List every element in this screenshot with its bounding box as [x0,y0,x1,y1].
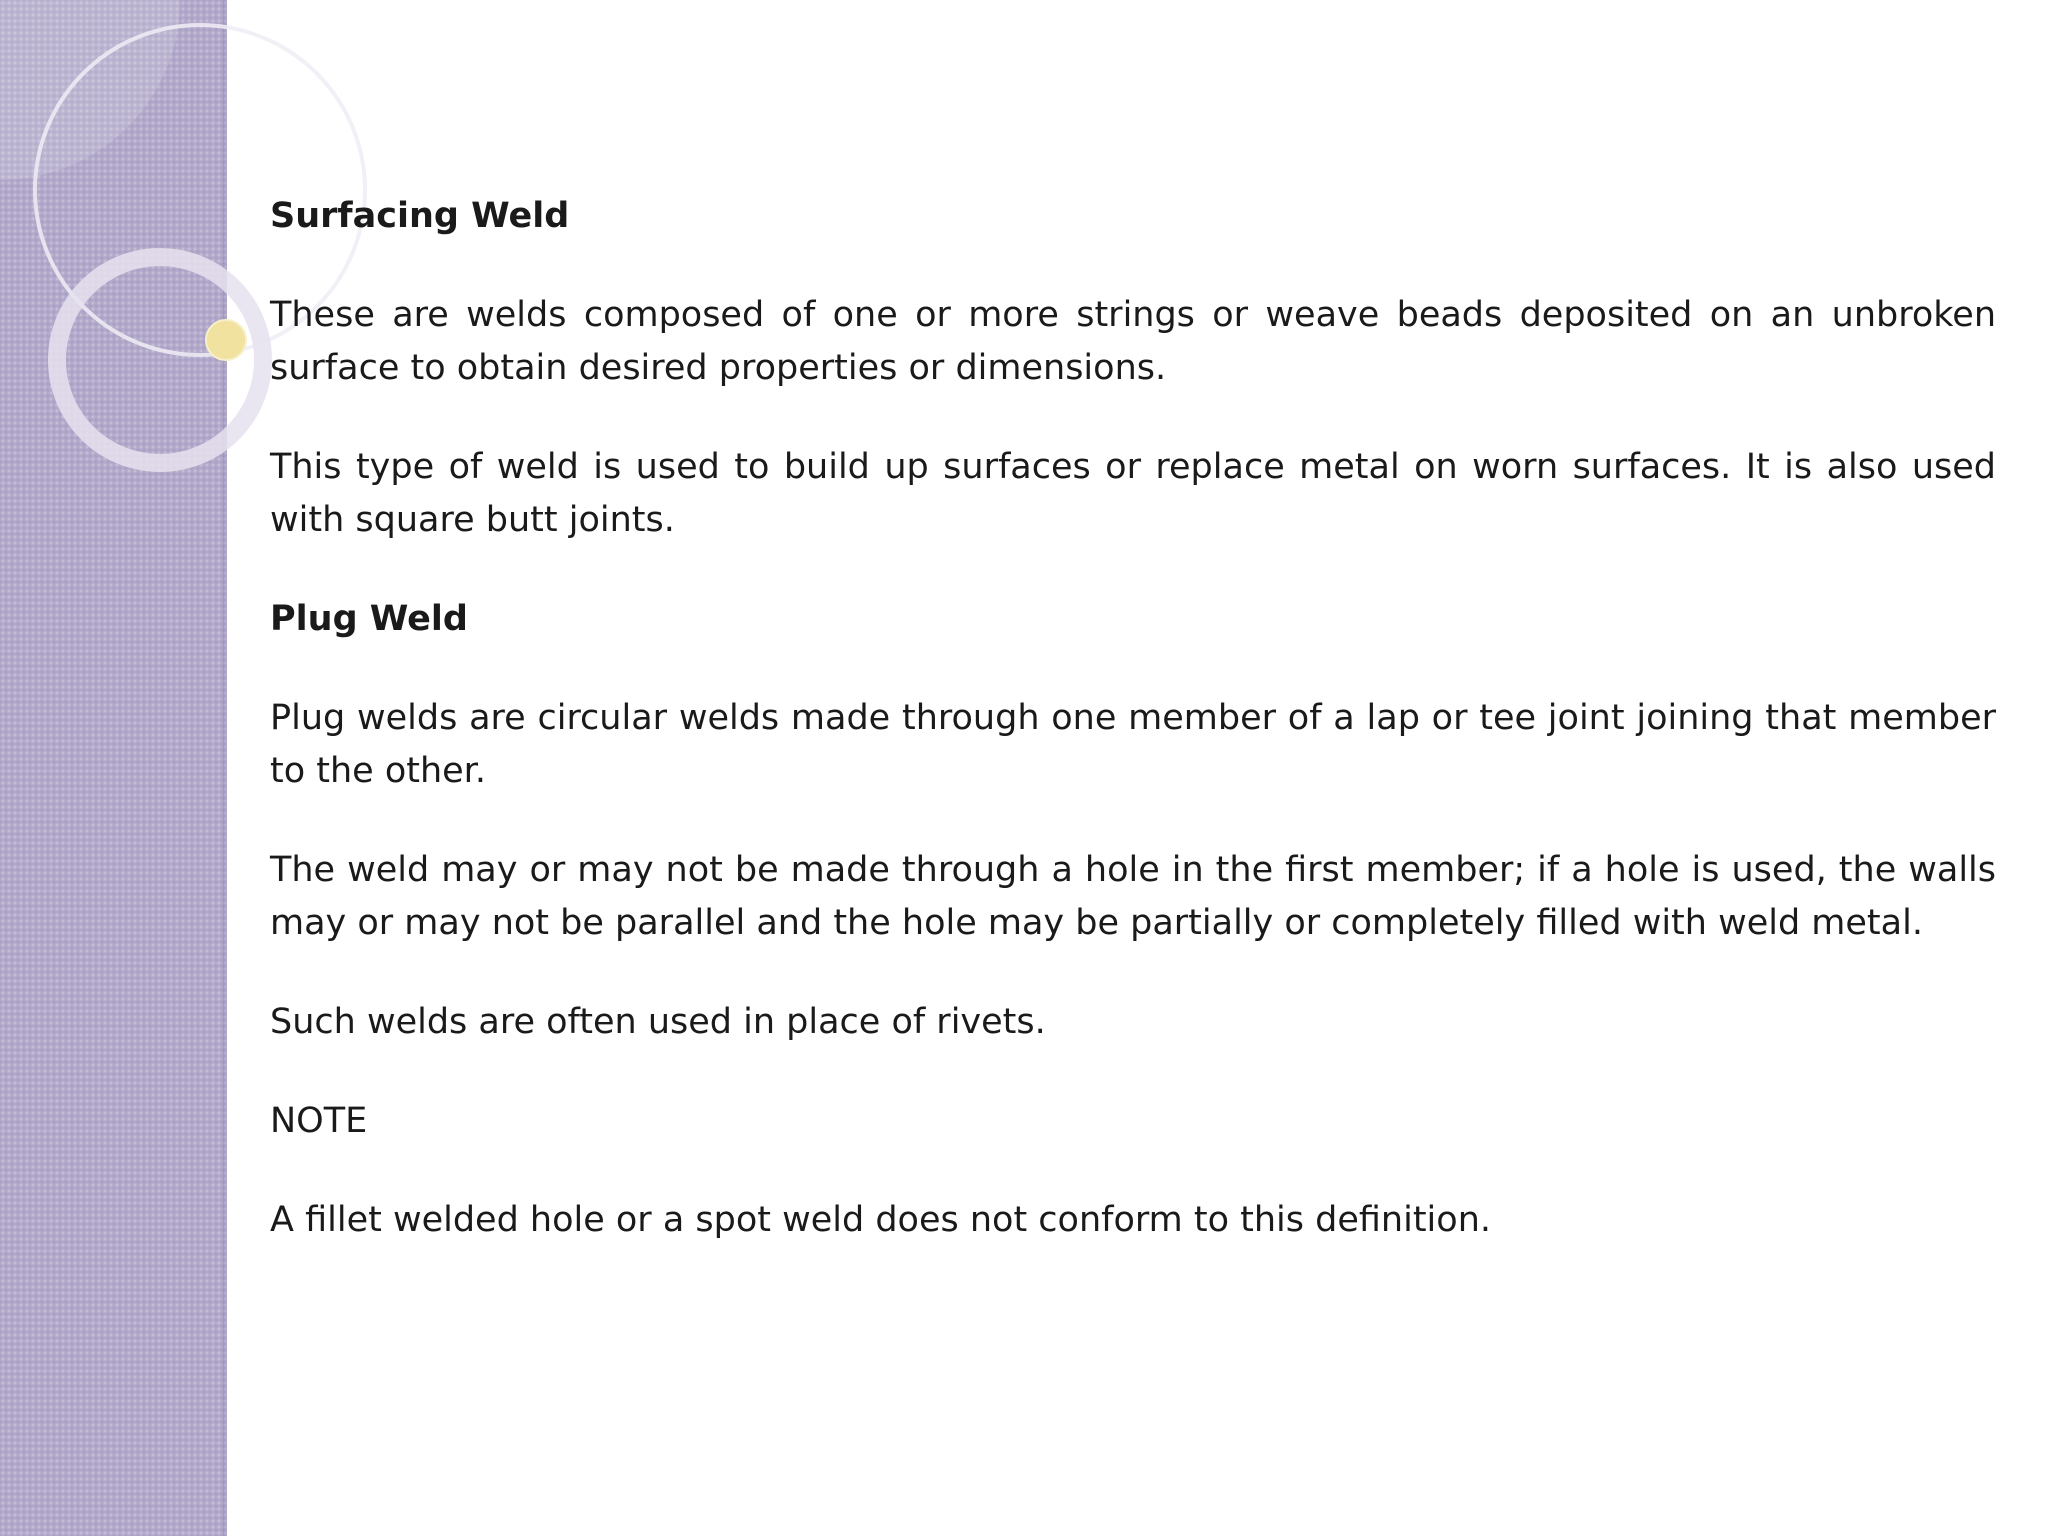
note-label: NOTE [270,1101,368,1141]
corner-arc-shape [0,0,180,180]
paragraph: Plug welds are circular welds made through one member of a lap or tee joint joining that member to the other. [270,698,1996,791]
paragraph: This type of weld is used to build up surfaces or replace metal on worn surfaces. It is also used with square butt joints. [270,447,1996,540]
paragraph: The weld may or may not be made through a hole in the first member; if a hole is used, the walls may or may not be parallel and the hole may be partially or completely filled with weld metal. [270,850,1996,943]
slide-content [270,190,1996,1293]
section-heading-surfacing-weld: Surfacing Weld [270,196,570,236]
paragraph: These are welds composed of one or more strings or weave beads deposited on an unbroken surface to obtain desired properties or dimensions. [270,295,1996,388]
paragraph: Such welds are often used in place of rivets. [270,1002,1046,1042]
accent-dot [206,320,246,360]
section-heading-plug-weld: Plug Weld [270,599,468,639]
paragraph: A fillet welded hole or a spot weld does not conform to this definition. [270,1200,1492,1240]
decorative-rings [0,0,240,500]
